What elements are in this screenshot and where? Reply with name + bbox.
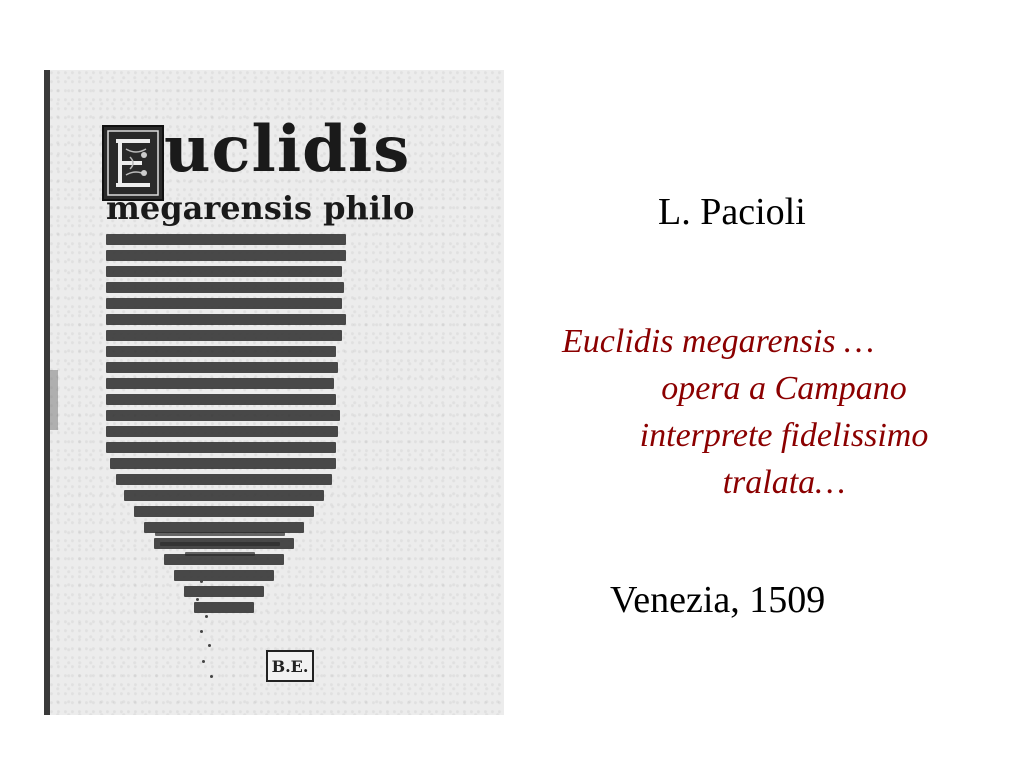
place-and-date: Venezia, 1509: [610, 579, 826, 621]
text-line: [160, 542, 280, 546]
text-line: [106, 426, 338, 437]
text-line: [106, 282, 344, 293]
text-line: [106, 346, 336, 357]
scan-heading-word: uclidis: [164, 112, 411, 187]
text-line: [106, 394, 336, 405]
text-line: [106, 330, 342, 341]
text-line: [185, 552, 255, 556]
scanned-page: [50, 70, 504, 715]
text-line: [124, 490, 324, 501]
text-line: [106, 234, 346, 245]
text-line: [106, 410, 340, 421]
text-line: [106, 298, 342, 309]
text-line: [106, 378, 334, 389]
text-line: [106, 250, 346, 261]
text-line: [110, 458, 336, 469]
text-line: [116, 474, 332, 485]
text-line: [106, 314, 346, 325]
text-line: [194, 602, 254, 613]
title-line-3: interprete fidelissimo: [639, 417, 929, 454]
title-page-scan-image: [44, 70, 504, 715]
work-title: [556, 318, 956, 506]
text-line: [106, 442, 336, 453]
title-line-1: Euclidis megarensis …: [562, 323, 875, 360]
text-line: [106, 266, 342, 277]
scan-colophon: [155, 532, 285, 562]
title-line-2: opera a Campano: [661, 370, 907, 407]
text-line: [174, 570, 274, 581]
scan-subheading: megarensis philo: [106, 189, 415, 227]
text-line: [184, 586, 264, 597]
text-line: [155, 532, 285, 536]
library-stamp: B.E.: [266, 650, 314, 682]
text-line: [134, 506, 314, 517]
page-edge-shadow: [50, 370, 58, 430]
text-line: [106, 362, 338, 373]
title-line-4: tralata…: [722, 464, 846, 501]
author-name: L. Pacioli: [658, 191, 806, 233]
